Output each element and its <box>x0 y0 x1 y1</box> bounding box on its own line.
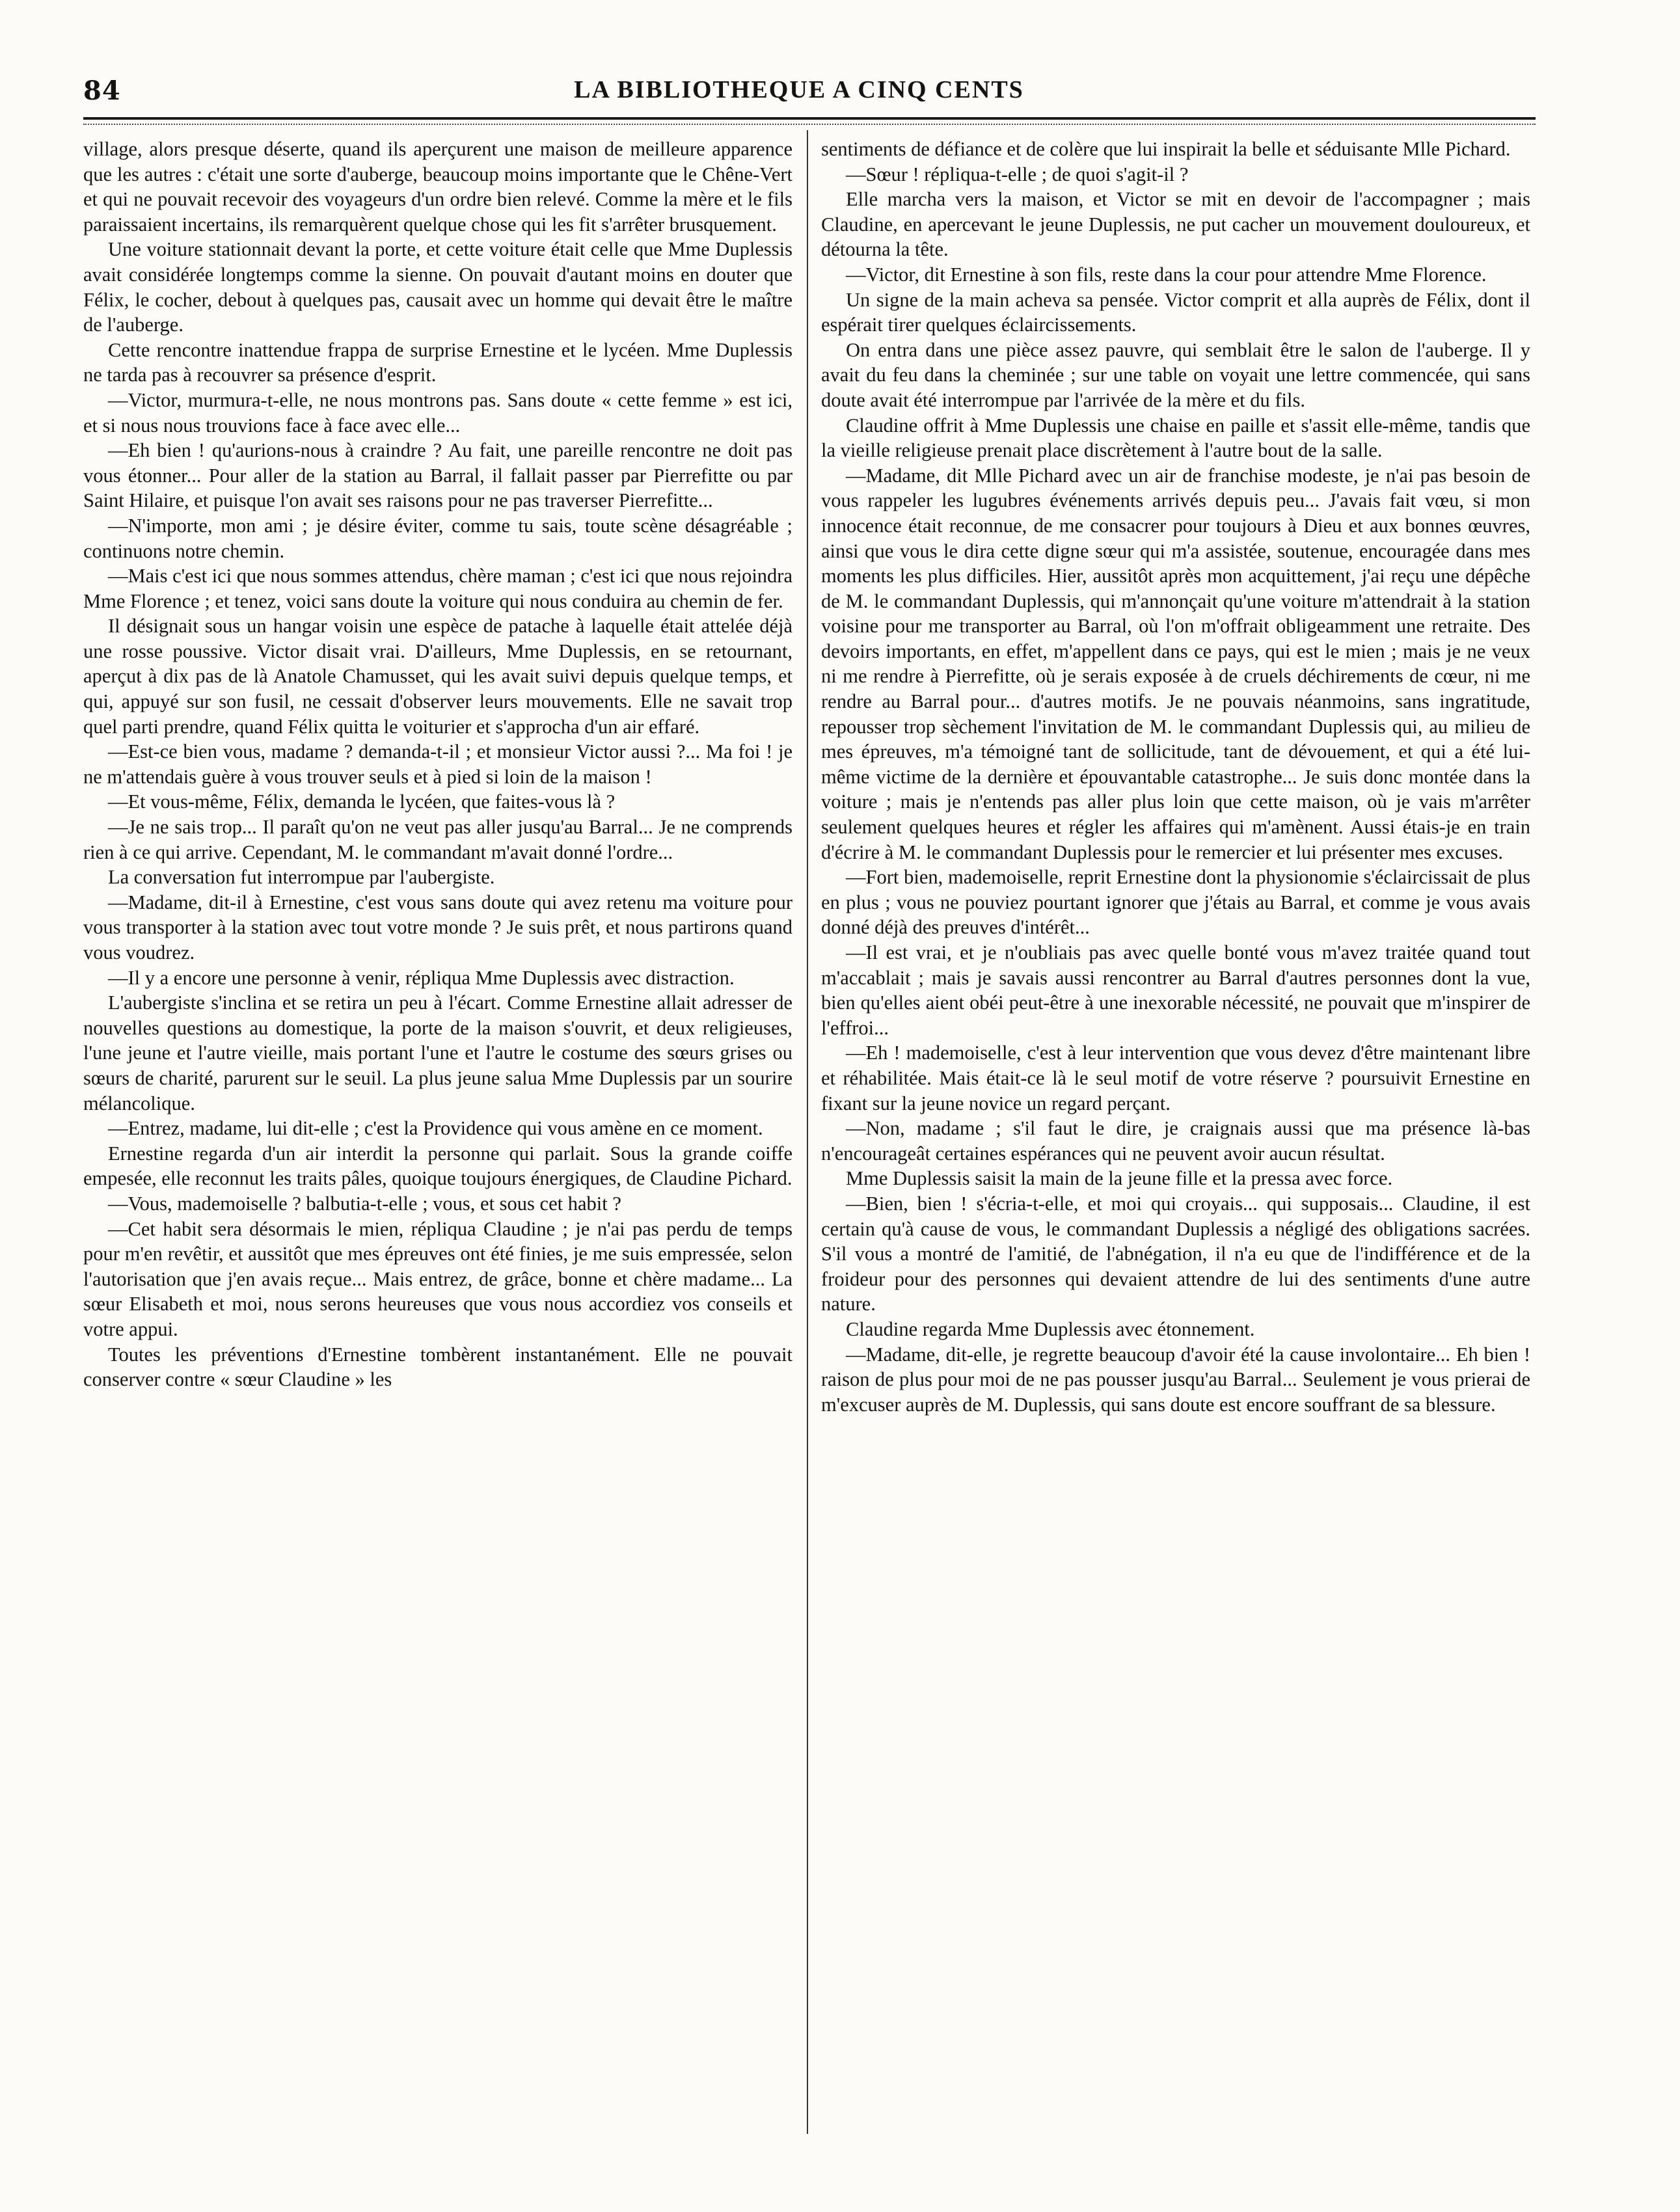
paragraph: Claudine offrit à Mme Duplessis une chaise en paille et s'assit elle-même, tandis que la vieille religieuse prenait place discrètement à l'autre bout de la salle. <box>821 414 1530 462</box>
paragraph: —Il est vrai, et je n'oubliais pas avec quelle bonté vous m'avez traitée quand tout m'accablait ; mais je savais aussi rencontrer au Barral d'autres personnes dont la vue, bien qu'elles aient obéi peut-être à une inexorable nécessité, ne pouvait que m'inspirer de l'effroi... <box>821 941 1530 1039</box>
paragraph: village, alors presque déserte, quand ils aperçurent une maison de meilleure apparence que les autres : c'était une sorte d'auberge, beaucoup moins importante que le Chêne-Vert et qui ne pouvait recevoir des voyageurs d'un ordre bien relevé. Comme la mère et le fils paraissaient incertains, ils remarquèrent quelque chose qui les fit s'arrêter brusquement. <box>83 138 793 236</box>
paragraph: —Victor, murmura-t-elle, ne nous montrons pas. Sans doute « cette femme » est ici, et si nous nous trouvions face à face avec elle... <box>83 388 793 437</box>
paragraph: On entra dans une pièce assez pauvre, qui semblait être le salon de l'auberge. Il y avait du feu dans la cheminée ; sur une table on voyait une lettre commencée, qui sans doute avait été interrompue par l'arrivée de la mère et du fils. <box>821 338 1530 411</box>
paragraph: La conversation fut interrompue par l'aubergiste. <box>108 866 495 889</box>
paragraph: —Et vous-même, Félix, demanda le lycéen, que faites-vous là ? <box>108 790 616 813</box>
header-rule <box>83 117 1536 123</box>
column-divider <box>807 130 808 2134</box>
paragraph: —Cet habit sera désormais le mien, répliqua Claudine ; je n'ai pas perdu de temps pour m'en revêtir, et aussitôt que mes épreuves ont été finies, je me suis empressée, selon l'autorisation que j'en avais reçue... Mais entrez, de grâce, bonne et chère madame... La sœur Elisabeth et moi, nous serons heureuses que vous nous accordiez vos conseils et votre appui. <box>83 1217 793 1340</box>
paragraph: Ernestine regarda d'un air interdit la personne qui parlait. Sous la grande coiffe empesée, elle reconnut les traits pâles, quoique toujours énergiques, de Claudine Pichard. <box>83 1142 793 1190</box>
paragraph: —Mais c'est ici que nous sommes attendus, chère maman ; c'est ici que nous rejoindra Mme Florence ; et tenez, voici sans doute la voiture qui nous conduira au chemin de fer. <box>83 565 793 612</box>
paragraph: —Entrez, madame, lui dit-elle ; c'est la Providence qui vous amène en ce moment. <box>108 1117 763 1140</box>
paragraph: —Il y a encore une personne à venir, répliqua Mme Duplessis avec distraction. <box>108 966 735 989</box>
paragraph: —Non, madame ; s'il faut le dire, je craignais aussi que ma présence là-bas n'encourageât certaines espérances qui ne peuvent avoir aucun résultat. <box>821 1117 1530 1165</box>
paragraph: —Madame, dit-il à Ernestine, c'est vous sans doute qui avez retenu ma voiture pour vous transporter à la station avec tout votre monde ? Je suis prêt, et nous partirons quand vous voudrez. <box>83 891 793 964</box>
right-column <box>821 137 1530 2173</box>
page-number: 84 <box>83 75 121 106</box>
left-column <box>83 137 793 2173</box>
paragraph: Claudine regarda Mme Duplessis avec étonnement. <box>846 1317 1255 1340</box>
paragraph: —Bien, bien ! s'écria-t-elle, et moi qui croyais... qui supposais... Claudine, il est certain qu'à cause de vous, le commandant Duplessis a négligé des obligations sacrées. S'il vous a montré de l'amitié, de l'abnégation, il n'a eu que de l'indifférence et de la froideur pour des personnes qui devaient attendre de lui des sentiments d'une autre nature. <box>821 1192 1530 1315</box>
paragraph: sentiments de défiance et de colère que lui inspirait la belle et séduisante Mlle Pichard. <box>821 138 1511 160</box>
paragraph: Toutes les préventions d'Ernestine tombèrent instantanément. Elle ne pouvait conserver contre « sœur Claudine » les <box>83 1343 793 1391</box>
paragraph: Une voiture stationnait devant la porte, et cette voiture était celle que Mme Duplessis avait considérée longtemps comme la sienne. On pouvait d'autant moins en douter que Félix, le cocher, debout à quelques pas, causait avec un homme qui devait être le maître de l'auberge. <box>83 238 793 336</box>
paragraph: Un signe de la main acheva sa pensée. Victor comprit et alla auprès de Félix, dont il espérait tirer quelques éclaircissements. <box>821 288 1530 336</box>
paragraph: —Victor, dit Ernestine à son fils, reste dans la cour pour attendre Mme Florence. <box>846 263 1487 286</box>
paragraph: —Vous, mademoiselle ? balbutia-t-elle ; vous, et sous cet habit ? <box>108 1192 621 1215</box>
paragraph: —Je ne sais trop... Il paraît qu'on ne veut pas aller jusqu'au Barral... Je ne comprends rien à ce qui arrive. Cependant, M. le commandant m'avait donné l'ordre... <box>83 816 793 863</box>
paragraph: Cette rencontre inattendue frappa de surprise Ernestine et le lycéen. Mme Duplessis ne tarda pas à recouvrer sa présence d'esprit. <box>83 338 793 386</box>
paragraph: Elle marcha vers la maison, et Victor se mit en devoir de l'accompagner ; mais Claudine, en apercevant le jeune Duplessis, ne put cacher un mouvement douloureux, et détourna la tête. <box>821 188 1530 261</box>
page-header <box>83 70 1541 116</box>
paragraph: Il désignait sous un hangar voisin une espèce de patache à laquelle était attelée déjà une rosse poussive. Victor disait vrai. D'ailleurs, Mme Duplessis, en se retournant, aperçut à dix pas de là Anatole Chamusset, qui les avait suivi depuis quelque temps, et qui, appuyé sur son fusil, ne cessait d'observer leurs mouvements. Elle ne savait trop quel parti prendre, quand Félix quitta le voiturier et s'approcha d'un air effaré. <box>83 615 793 738</box>
paragraph: —Est-ce bien vous, madame ? demanda-t-il ; et monsieur Victor aussi ?... Ma foi ! je ne m'attendais guère à vous trouver seuls et à pied si loin de la maison ! <box>83 740 793 788</box>
paragraph: Mme Duplessis saisit la main de la jeune fille et la pressa avec force. <box>846 1167 1393 1190</box>
paragraph: —N'importe, mon ami ; je désire éviter, comme tu sais, toute scène désagréable ; continuons notre chemin. <box>83 514 793 562</box>
paragraph: L'aubergiste s'inclina et se retira un peu à l'écart. Comme Ernestine allait adresser de nouvelles questions au domestique, la porte de la maison s'ouvrit, et deux religieuses, l'une jeune et l'autre vieille, mais portant l'une et l'autre le costume des sœurs grises ou sœurs de charité, parurent sur le seuil. La plus jeune salua Mme Duplessis par un sourire mélancolique. <box>83 991 793 1114</box>
header-dotted-rule <box>83 124 1536 126</box>
paragraph: —Madame, dit Mlle Pichard avec un air de franchise modeste, je n'ai pas besoin de vous rappeler les lugubres événements arrivés depuis peu... J'avais fait vœu, si mon innocence était reconnue, de me consacrer pour toujours à Dieu et aux bonnes œuvres, ainsi que vous le dira cette digne sœur qui m'a assistée, soutenue, encouragée dans mes moments les plus difficiles. Hier, aussitôt après mon acquittement, j'ai reçu une dépêche de M. le commandant Duplessis, qui m'annonçait qu'une voiture m'attendrait à la station voisine pour me transporter au Barral, où l'on m'offrait obligeamment une retraite. Des devoirs importants, en effet, m'appellent dans ce pays, qui est le mien ; mais je ne veux ni me rendre à Pierrefitte, où je serais exposée à de cruels déchirements de cœur, ni me rendre au Barral pour... d'autres motifs. Je ne pouvais néanmoins, sans ingratitude, repousser trop sèchement l'invitation de M. le commandant Duplessis qui, au milieu de mes épreuves, m'a témoigné tant de sollicitude, tant de dévouement, et qui a été lui-même victime de la dernière et épouvantable catastrophe... Je suis donc montée dans la voiture ; mais je n'entends pas aller plus loin que cette maison, où je vais m'arrêter seulement quelques heures et régler les affaires qui m'amènent. Aussi étais-je en train d'écrire à M. le commandant Duplessis pour le remercier et lui présenter mes excuses. <box>821 464 1530 863</box>
paragraph: —Eh ! mademoiselle, c'est à leur intervention que vous devez d'être maintenant libre et réhabilitée. Mais était-ce là le seul motif de votre réserve ? poursuivit Ernestine en fixant sur la jeune novice un regard perçant. <box>821 1042 1530 1114</box>
paragraph: —Fort bien, mademoiselle, reprit Ernestine dont la physionomie s'éclaircissait de plus en plus ; vous ne pouviez pourtant ignorer que j'étais au Barral, et comme je vous avais donné déjà des preuves d'intérêt... <box>821 866 1530 939</box>
paragraph: —Sœur ! répliqua-t-elle ; de quoi s'agit-il ? <box>846 163 1189 185</box>
paragraph: —Eh bien ! qu'aurions-nous à craindre ? Au fait, une pareille rencontre ne doit pas vous étonner... Pour aller de la station au Barral, il fallait passer par Pierrefitte ou par Saint Hilaire, et puisque l'on avait ses raisons pour ne pas traverser Pierrefitte... <box>83 439 793 512</box>
paragraph: —Madame, dit-elle, je regrette beaucoup d'avoir été la cause involontaire... Eh bien ! raison de plus pour moi de ne pas pousser jusqu'au Barral... Seulement je vous prierai de m'excuser auprès de M. Duplessis, qui sans doute est encore souffrant de sa blessure. <box>821 1343 1530 1416</box>
running-title: LA BIBLIOTHEQUE A CINQ CENTS <box>574 76 1024 103</box>
